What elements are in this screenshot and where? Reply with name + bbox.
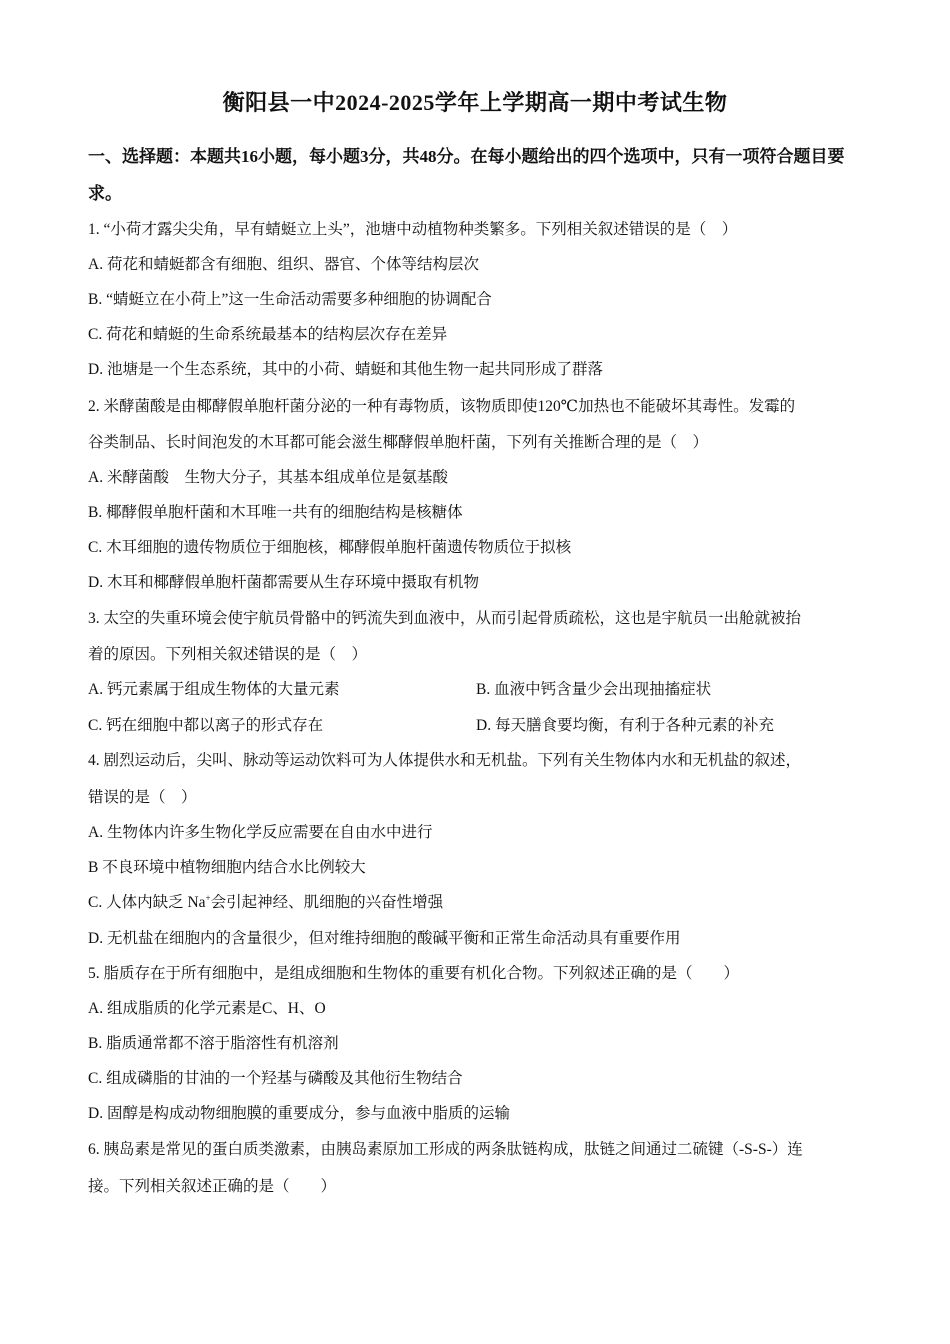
question-2-option-c: C. 木耳细胞的遗传物质位于细胞核，椰酵假单胞杆菌遗传物质位于拟核 [88,539,572,556]
question-4-option-c [88,891,443,915]
question-5-option-d: D. 固醇是构成动物细胞膜的重要成分，参与血液中脂质的运输 [88,1105,510,1122]
question-2-option-b: B. 椰酵假单胞杆菌和木耳唯一共有的细胞结构是核糖体 [88,504,463,521]
question-1-option-c: C. 荷花和蜻蜓的生命系统最基本的结构层次存在差异 [88,326,448,343]
question-3-stem-line-2: 着的原因。下列相关叙述错误的是（ ） [88,646,368,663]
question-2-option-d: D. 木耳和椰酵假单胞杆菌都需要从生存环境中摄取有机物 [88,574,479,591]
question-4-stem-line-2: 错误的是（ ） [88,789,197,806]
question-4-stem-line-1: 4. 剧烈运动后，尖叫、脉动等运动饮料可为人体提供水和无机盐。下列有关生物体内水和无机盐的叙述， [88,752,802,769]
question-5-option-b: B. 脂质通常都不溶于脂溶性有机溶剂 [88,1035,339,1052]
question-6-stem-line-2: 接。下列相关叙述正确的是（ ） [88,1178,337,1195]
question-1-option-a: A. 荷花和蜻蜓都含有细胞、组织、器官、个体等结构层次 [88,256,479,273]
question-4-option-b: B 不良环境中植物细胞内结合水比例较大 [88,859,366,876]
exam-title: 衡阳县一中2024-2025学年上学期高一期中考试生物 [222,90,728,115]
question-2-option-a: A. 米酵菌酸 生物大分子，其基本组成单位是氨基酸 [88,469,448,486]
question-4-option-d: D. 无机盐在细胞内的含量很少，但对维持细胞的酸碱平衡和正常生命活动具有重要作用 [88,930,681,947]
question-4-option-a: A. 生物体内许多生物化学反应需要在自由水中进行 [88,824,433,841]
question-3-stem-line-1: 3. 太空的失重环境会使宇航员骨骼中的钙流失到血液中，从而引起骨质疏松，这也是宇航员一出舱就被抬 [88,610,802,627]
question-3-option-c: C. 钙在细胞中都以离子的形式存在 [88,717,324,734]
question-1-option-d: D. 池塘是一个生态系统，其中的小荷、蜻蜓和其他生物一起共同形成了群落 [88,361,603,378]
question-1-stem: 1. “小荷才露尖尖角，早有蜻蜓立上头”，池塘中动植物种类繁多。下列相关叙述错误的是（ ） [88,221,738,238]
question-4-option-c-text: C. 人体内缺乏 Na [88,894,206,911]
question-3-option-b: B. 血液中钙含量少会出现抽搐症状 [476,681,712,698]
question-5-option-a: A. 组成脂质的化学元素是C、H、O [88,1000,326,1017]
question-2-stem-line-1: 2. 米酵菌酸是由椰酵假单胞杆菌分泌的一种有毒物质，该物质即使120℃加热也不能破坏其毒性。发霉的 [88,398,796,415]
question-6-stem-line-1: 6. 胰岛素是常见的蛋白质类激素，由胰岛素原加工形成的两条肽链构成，肽链之间通过二硫键（-S-S-）连 [88,1141,803,1158]
sodium-charge-superscript: + [205,892,211,903]
question-5-option-c: C. 组成磷脂的甘油的一个羟基与磷酸及其他衍生物结合 [88,1070,463,1087]
question-1-option-b: B. “蜻蜓立在小荷上”这一生命活动需要多种细胞的协调配合 [88,291,492,308]
question-5-stem: 5. 脂质存在于所有细胞中，是组成细胞和生物体的重要有机化合物。下列叙述正确的是（ ） [88,965,740,982]
question-3-option-d: D. 每天膳食要均衡，有利于各种元素的补充 [476,717,774,734]
section-heading: 一、选择题：本题共16小题，每小题3分，共48分。在每小题给出的四个选项中，只有一项符合题目要求。 [88,147,845,203]
question-3-option-a: A. 钙元素属于组成生物体的大量元素 [88,681,340,698]
question-4-option-c-tail: 会引起神经、肌细胞的兴奋性增强 [210,894,444,911]
question-2-stem-line-2: 谷类制品、长时间泡发的木耳都可能会滋生椰酵假单胞杆菌，下列有关推断合理的是（ ） [88,434,709,451]
